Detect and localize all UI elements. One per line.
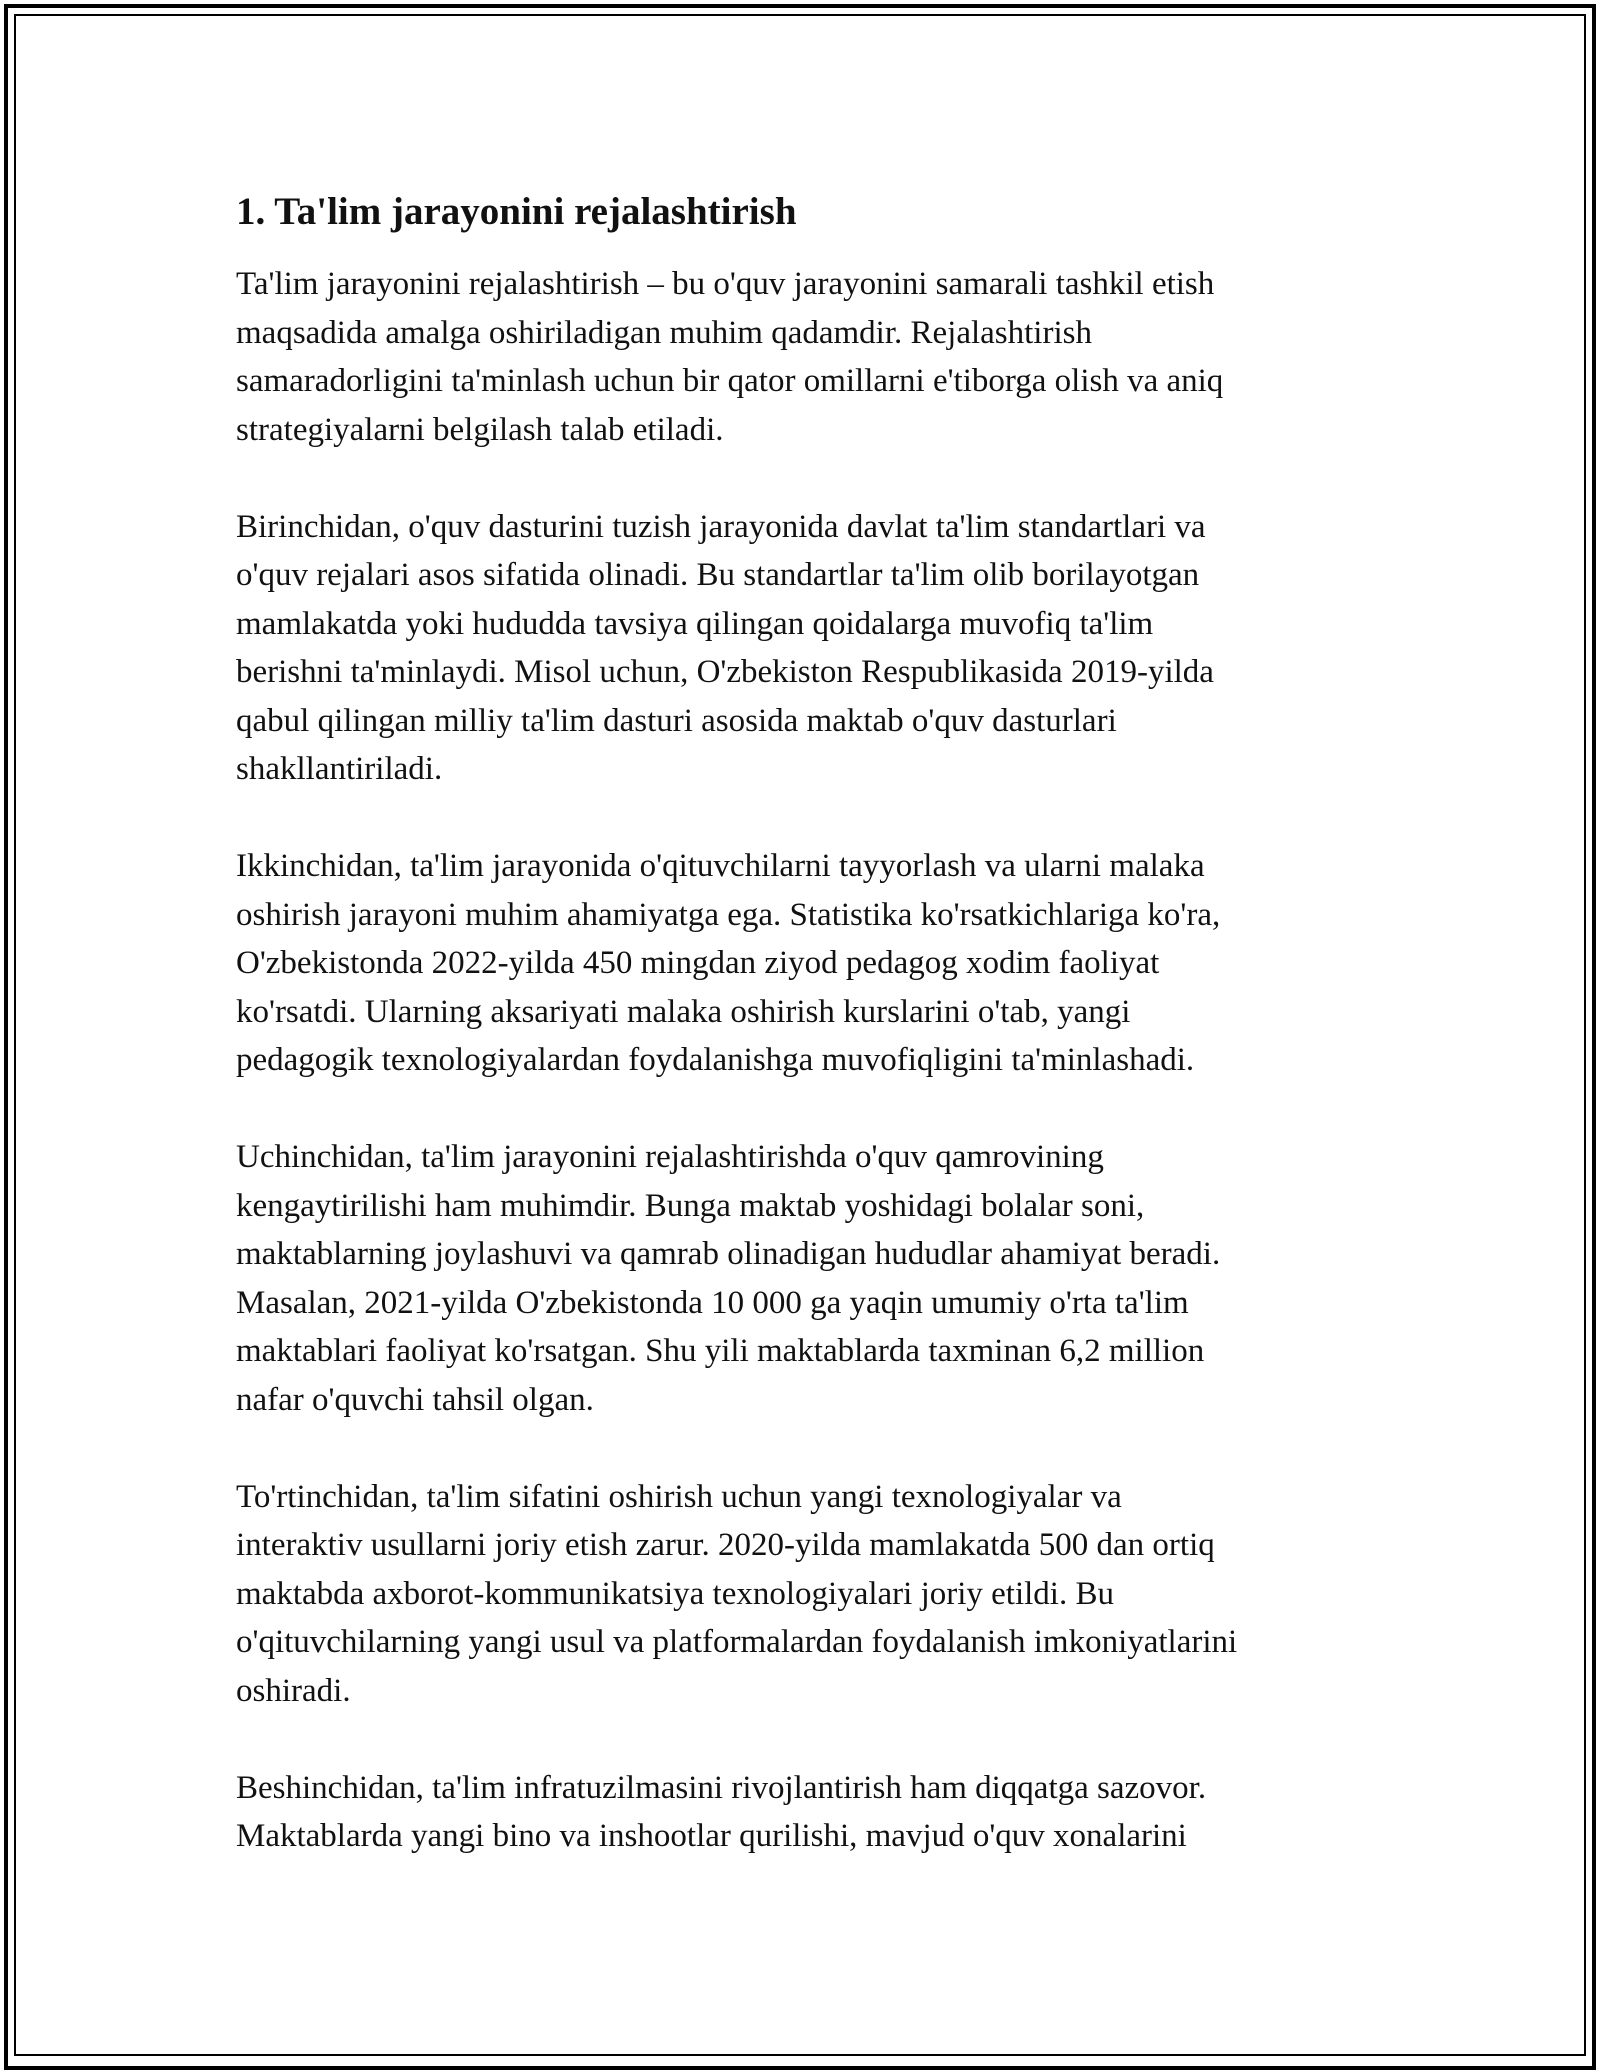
- paragraph-line: Birinchidan, o'quv dasturini tuzish jarayonida davlat ta'lim standartlari va: [236, 508, 1206, 545]
- paragraph-line: Maktablarda yangi bino va inshootlar qurilishi, mavjud o'quv xonalarini: [236, 1818, 1187, 1854]
- paragraph-line: oshiradi.: [236, 1672, 351, 1709]
- paragraph-intro: [236, 260, 1386, 454]
- paragraph-line: berishni ta'minlaydi. Misol uchun, O'zbekiston Respublikasida 2019-yilda: [236, 654, 1214, 690]
- paragraph-second: [236, 842, 1386, 1085]
- paragraph-fifth: [236, 1764, 1386, 1861]
- paragraph-line: kengaytirilishi ham muhimdir. Bunga maktab yoshidagi bolalar soni,: [236, 1187, 1145, 1224]
- paragraph-line: To'rtinchidan, ta'lim sifatini oshirish uchun yangi texnologiyalar va: [236, 1478, 1122, 1515]
- paragraph-line: Masalan, 2021-yilda O'zbekistonda 10 000 ga yaqin umumiy o'rta ta'lim: [236, 1284, 1189, 1321]
- paragraph-line: maktablari faoliyat ko'rsatgan. Shu yili maktablarda taxminan 6,2 million: [236, 1333, 1205, 1369]
- paragraph-line: Ikkinchidan, ta'lim jarayonida o'qituvchilarni tayyorlash va ularni malaka: [236, 848, 1205, 884]
- document-body: [236, 186, 1386, 1909]
- paragraph-line: maktabda axborot-kommunikatsiya texnologiyalari joriy etildi. Bu: [236, 1575, 1114, 1612]
- paragraph-line: pedagogik texnologiyalardan foydalanishga muvofiqligini ta'minlashadi.: [236, 1042, 1195, 1078]
- section-heading: 1. Ta'lim jarayonini rejalashtirish: [236, 190, 797, 233]
- paragraph-line: qabul qilingan milliy ta'lim dasturi asosida maktab o'quv dasturlari: [236, 702, 1117, 739]
- paragraph-line: interaktiv usullarni joriy etish zarur. 2020-yilda mamlakatda 500 dan ortiq: [236, 1527, 1215, 1563]
- paragraph-line: shakllantiriladi.: [236, 751, 443, 787]
- paragraph-line: Uchinchidan, ta'lim jarayonini rejalashtirishda o'quv qamrovining: [236, 1139, 1104, 1175]
- paragraph-fourth: [236, 1473, 1386, 1716]
- paragraph-line: mamlakatda yoki hududda tavsiya qilingan qoidalarga muvofiq ta'lim: [236, 605, 1154, 642]
- paragraph-first: [236, 503, 1386, 794]
- paragraph-line: nafar o'quvchi tahsil olgan.: [236, 1381, 594, 1418]
- paragraph-line: Ta'lim jarayonini rejalashtirish – bu o'quv jarayonini samarali tashkil etish: [236, 266, 1215, 302]
- paragraph-line: strategiyalarni belgilash talab etiladi.: [236, 411, 724, 448]
- paragraph-line: o'qituvchilarning yangi usul va platformalardan foydalanish imkoniyatlarini: [236, 1624, 1238, 1660]
- paragraph-line: ko'rsatdi. Ularning aksariyati malaka oshirish kurslarini o'tab, yangi: [236, 993, 1131, 1030]
- paragraph-third: [236, 1133, 1386, 1424]
- paragraph-line: maktablarning joylashuvi va qamrab olinadigan hududlar ahamiyat beradi.: [236, 1236, 1221, 1272]
- paragraph-line: Beshinchidan, ta'lim infratuzilmasini rivojlantirish ham diqqatga sazovor.: [236, 1769, 1207, 1806]
- paragraph-line: O'zbekistonda 2022-yilda 450 mingdan ziyod pedagog xodim faoliyat: [236, 945, 1160, 981]
- paragraph-line: oshirish jarayoni muhim ahamiyatga ega. Statistika ko'rsatkichlariga ko'ra,: [236, 896, 1221, 933]
- paragraph-line: o'quv rejalari asos sifatida olinadi. Bu standartlar ta'lim olib borilayotgan: [236, 557, 1200, 593]
- paragraph-line: maqsadida amalga oshiriladigan muhim qadamdir. Rejalashtirish: [236, 314, 1092, 351]
- paragraph-line: samaradorligini ta'minlash uchun bir qator omillarni e'tiborga olish va aniq: [236, 363, 1224, 399]
